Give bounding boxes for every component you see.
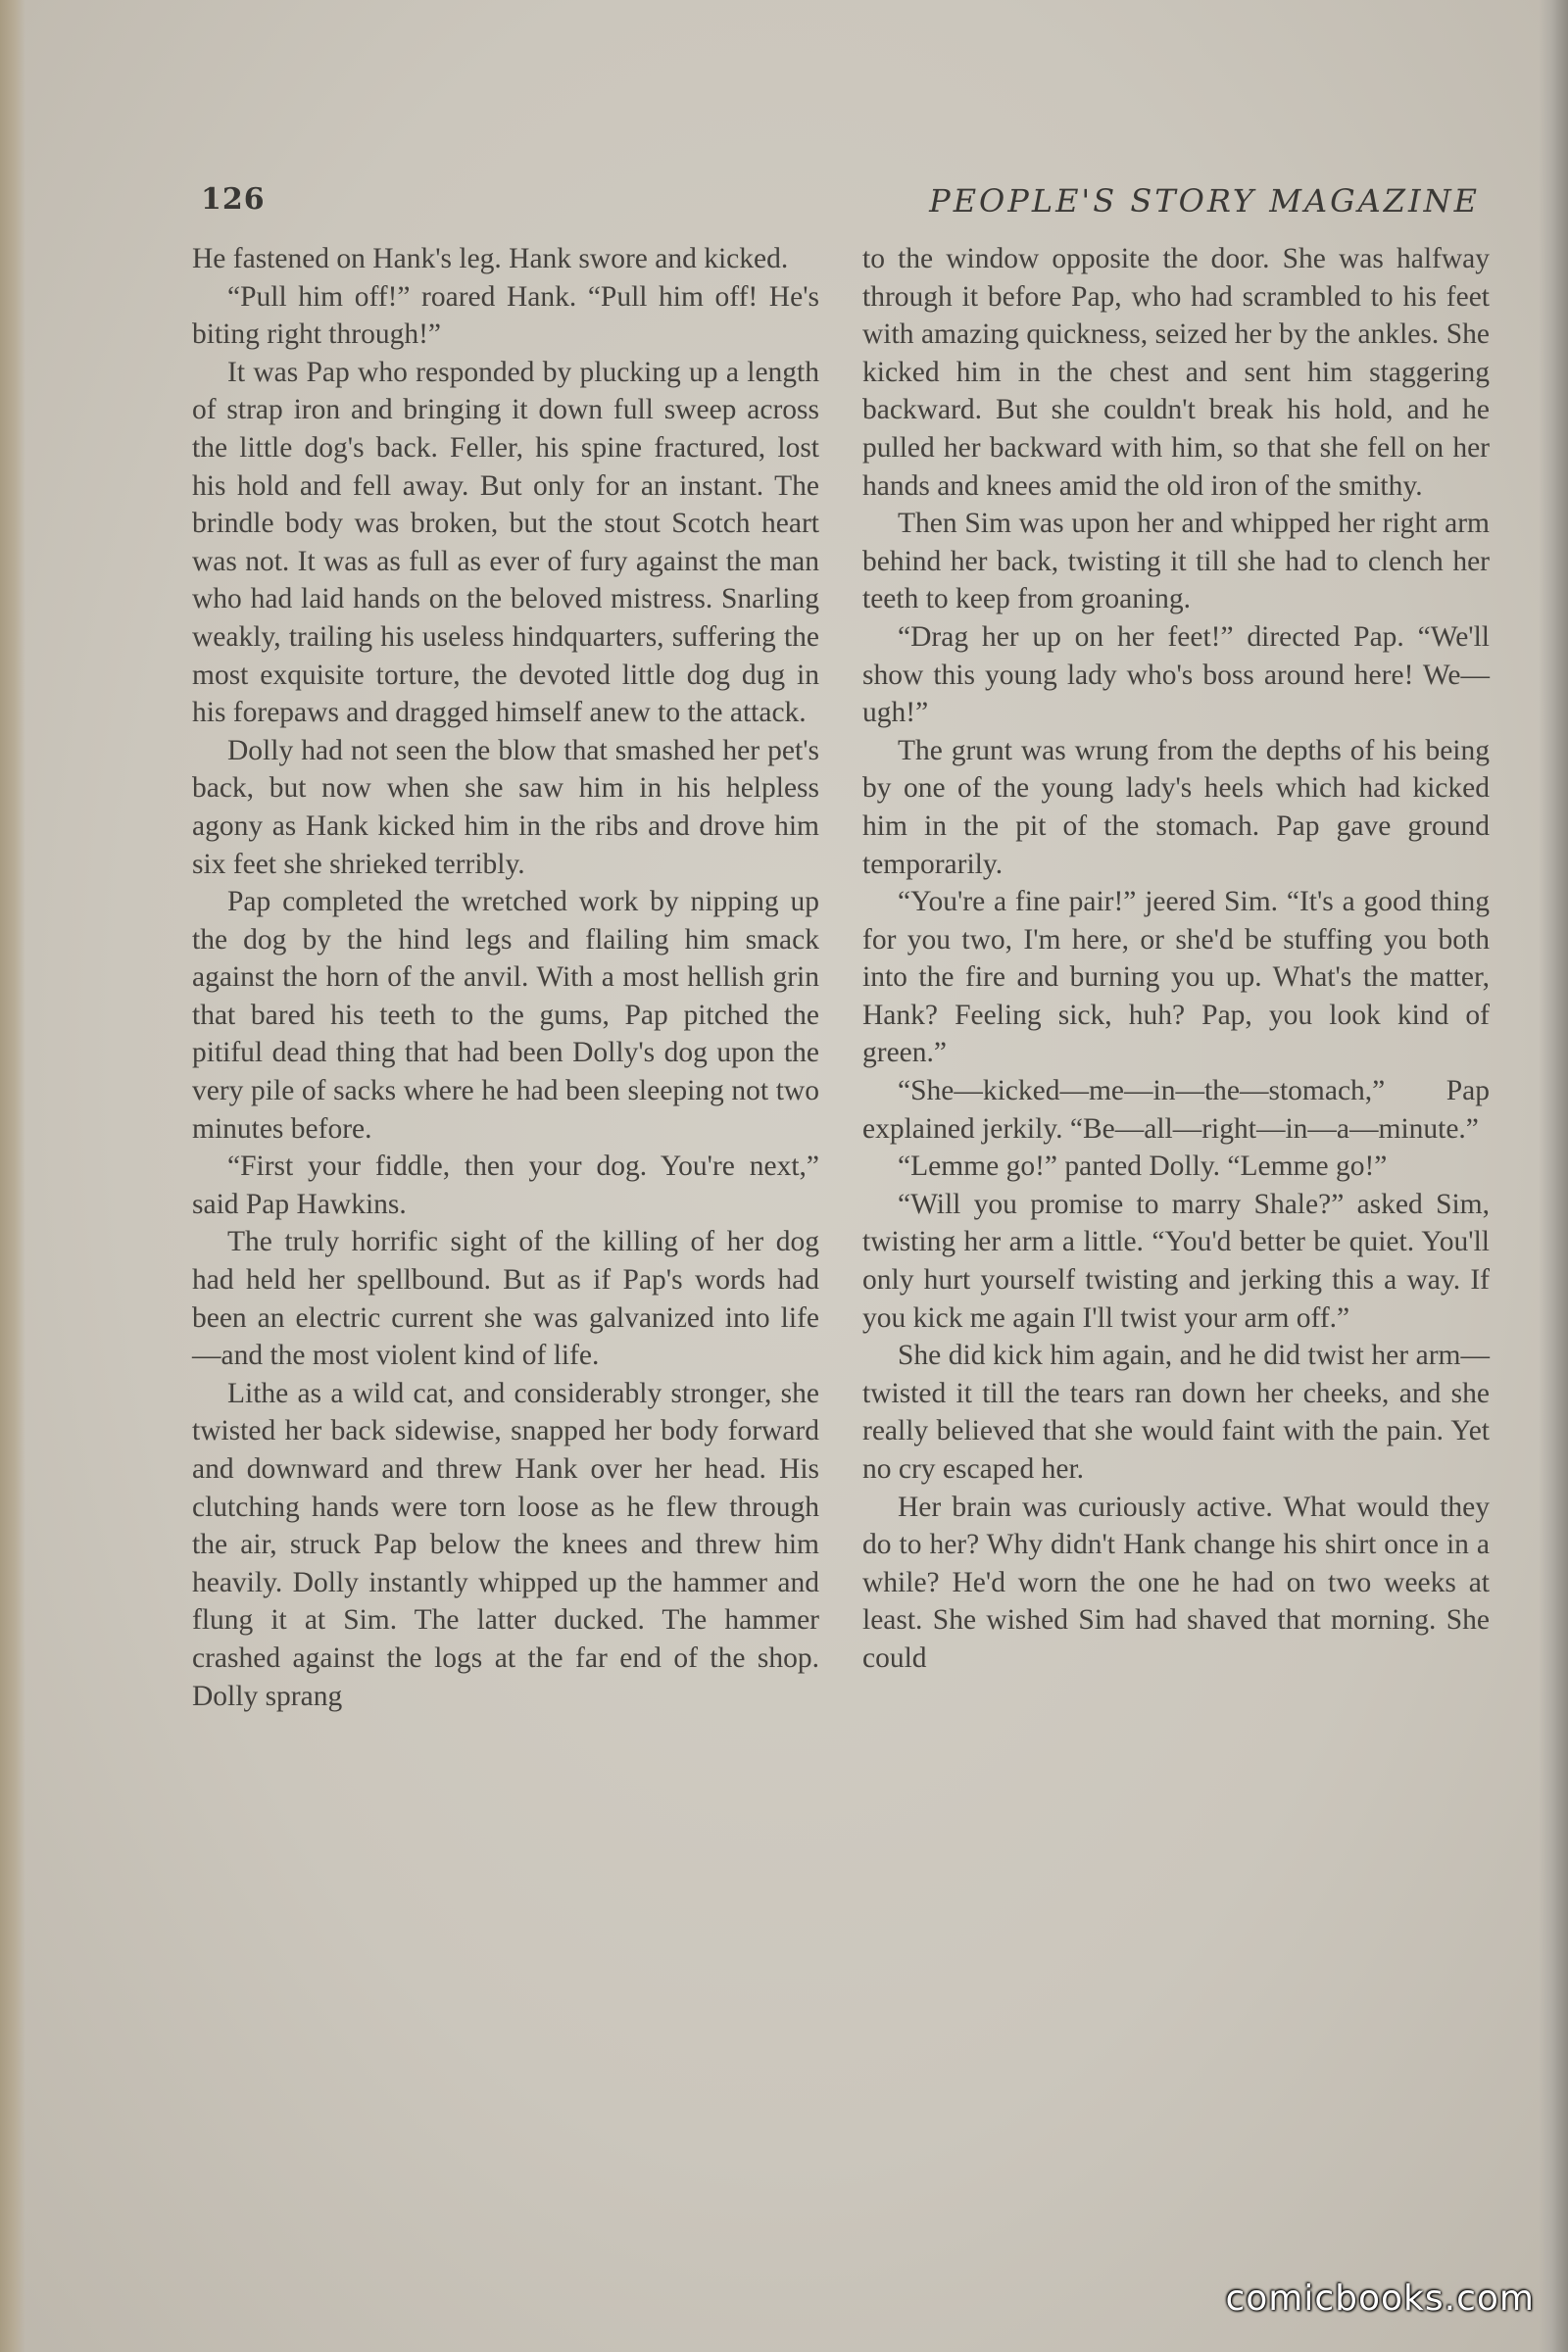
paragraph: “Will you promise to marry Shale?” asked Sim, twisting her arm a little. “You'd better be quiet. You'll only hurt yourself twisting and jerking this a way. If you kick me again I'll twist your arm off.”	[862, 1188, 1490, 1334]
paragraph: to the window opposite the door. She was halfway through it before Pap, who had scrambled to his feet with amazing quickness, seized her by the ankles. She kicked him in the chest and sent him staggering backward. But she couldn't break his hold, and he pulled her backward with him, so that she fell on her hands and knees amid the old iron of the smithy.	[862, 243, 1490, 502]
paragraph: It was Pap who responded by plucking up a length of strap iron and bringing it down full sweep across the little dog's back. Feller, his spine fractured, lost his hold and fell away. But only for an instant. The brindle body was broken, but the stout Scotch heart was not. It was as full as ever of fury against the man who had laid hands on the beloved mistress. Snarling weakly, trailing his useless hindquarters, suffering the most exquisite torture, the devoted little dog dug in his forepaws and dragged himself anew to the attack.	[192, 356, 819, 729]
page-edge-left	[0, 0, 25, 2352]
paragraph: She did kick him again, and he did twist her arm—twisted it till the tears ran down her cheeks, and she really believed that she would faint with the pain. Yet no cry escaped her.	[862, 1340, 1490, 1485]
paragraph: “Lemme go!” panted Dolly. “Lemme go!”	[898, 1151, 1388, 1183]
paragraph: Dolly had not seen the blow that smashed her pet's back, but now when she saw him in his helpless agony as Hank kicked him in the ribs and drove him six feet she shrieked terribly.	[192, 734, 819, 880]
magazine-title: PEOPLE'S STORY MAGAZINE	[929, 182, 1480, 220]
page-edge-right	[1539, 0, 1568, 2352]
paragraph: “You're a fine pair!” jeered Sim. “It's a good thing for you two, I'm here, or she'd be stuffing you both into the fire and burning you up. What's the matter, Hank? Feeling sick, huh? Pap, you look kind of green.”	[862, 886, 1490, 1069]
paragraph: He fastened on Hank's leg. Hank swore and kicked.	[192, 243, 789, 274]
paragraph: “Drag her up on her feet!” directed Pap. “We'll show this young lady who's boss around here! We—ugh!”	[862, 620, 1490, 729]
paragraph: The grunt was wrung from the depths of his being by one of the young lady's heels which had kicked him in the pit of the stomach. Pap gave ground temporarily.	[862, 734, 1490, 880]
page-number: 126	[201, 182, 266, 217]
text-column-right	[862, 240, 1490, 2136]
page-header	[191, 178, 1480, 227]
text-column-left	[192, 240, 819, 2136]
site-watermark: comicbooks.com	[1225, 2278, 1535, 2319]
paragraph: Lithe as a wild cat, and considerably stronger, she twisted her back sidewise, snapped her body forward and downward and threw Hank over her head. His clutching hands were torn loose as he flew through the air, struck Pap below the knees and threw him heavily. Dolly instantly whipped up the hammer and flung it at Sim. The latter ducked. The hammer crashed against the logs at the far end of the shop. Dolly sprang	[192, 1377, 819, 1712]
paragraph: Then Sim was upon her and whipped her right arm behind her back, twisting it till she had to clench her teeth to keep from groaning.	[862, 508, 1490, 615]
paragraph: “First your fiddle, then your dog. You're next,” said Pap Hawkins.	[192, 1151, 819, 1220]
paragraph: “Pull him off!” roared Hank. “Pull him off! He's biting right through!”	[192, 280, 819, 351]
paragraph: Pap completed the wretched work by nipping up the dog by the hind legs and flailing him smack against the horn of the anvil. With a most hellish grin that bared his teeth to the gums, Pap pitched the pitiful dead thing that had been Dolly's dog upon the very pile of sacks where he had been sleeping not two minutes before.	[192, 886, 819, 1145]
paragraph: The truly horrific sight of the killing of her dog had held her spellbound. But as if Pap's words had been an electric current she was galvanized into life —and the most violent kind of life.	[192, 1226, 819, 1372]
paragraph: “She—kicked—me—in—the—stomach,” Pap explained jerkily. “Be—all—right—in—a—minute.”	[862, 1075, 1490, 1145]
paragraph: Her brain was curiously active. What would they do to her? Why didn't Hank change his shirt once in a while? He'd worn the one he had on two weeks at least. She wished Sim had shaved that morning. She could	[862, 1491, 1490, 1674]
